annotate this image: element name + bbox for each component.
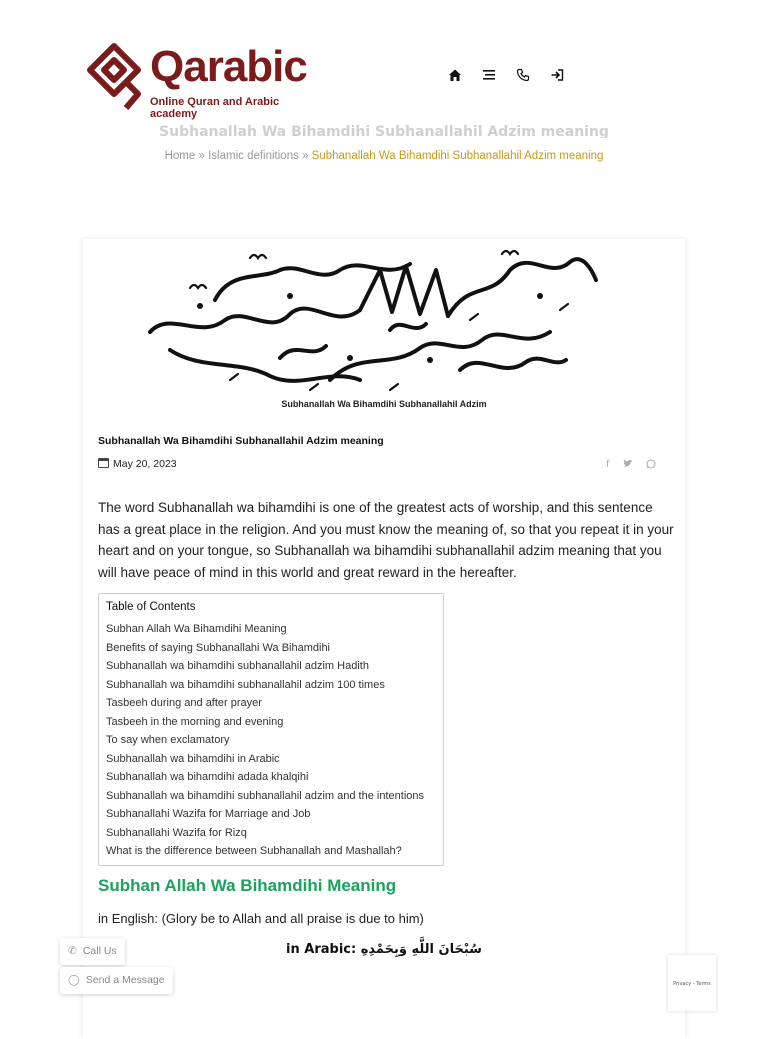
post-date: [98, 458, 177, 470]
page-title-faded: Subhanallah Wa Bihamdihi Subhanallahil Adzim meaning: [159, 124, 609, 138]
toc-item[interactable]: Subhanallah wa bihamdihi in Arabic: [106, 752, 280, 765]
toc-item[interactable]: Benefits of saying Subhanallahi Wa Bihamdihi: [106, 641, 331, 654]
english-meaning: in English: (Glory be to Allah and all praise is due to him): [98, 911, 424, 926]
menu-icon[interactable]: [480, 68, 498, 86]
breadcrumb-current: Subhanallah Wa Bihamdihi Subhanallahil Adzim meaning: [311, 150, 604, 162]
recaptcha-badge[interactable]: [668, 955, 716, 1011]
toc-item[interactable]: Subhanallah wa bihamdihi subhanallahil adzim 100 times: [106, 678, 385, 691]
call-us-button[interactable]: [60, 938, 125, 965]
toc-item[interactable]: Subhanallah wa bihamdihi subhanallahil adzim and the intentions: [106, 789, 424, 802]
post-date-text: May 20, 2023: [113, 458, 177, 470]
breadcrumb-separator: »: [198, 150, 205, 162]
call-us-label: Call Us: [82, 945, 117, 957]
breadcrumb-category[interactable]: Islamic definitions: [208, 150, 299, 162]
share-icons: [606, 459, 656, 472]
intro-paragraph: The word Subhanallah wa bihamdihi is one of the greatest acts of worship, and this sentence has a great place in the religion. And you must know the meaning of, so that you repeat it in your heart and on your tongue, so Subhanallah wa bihamdihi subhanallahil adzim meaning that you will have peace of mind in this world and great reward in the hereafter.: [98, 500, 674, 580]
breadcrumb: [0, 150, 768, 162]
toc-heading: Table of Contents: [106, 601, 196, 613]
toc-item[interactable]: Tasbeeh in the morning and evening: [106, 715, 284, 728]
phone-icon[interactable]: [514, 68, 532, 86]
logo-wordmark: Qarabic: [150, 42, 307, 91]
post-title: Subhanallah Wa Bihamdihi Subhanallahil Adzim meaning: [98, 435, 384, 447]
phone-icon: ✆: [68, 945, 77, 957]
toc-item[interactable]: What is the difference between Subhanallah and Mashallah?: [106, 845, 402, 857]
toc-item[interactable]: Subhan Allah Wa Bihamdihi Meaning: [106, 623, 287, 635]
logo-mark-icon: [86, 42, 146, 114]
whatsapp-icon[interactable]: [646, 459, 656, 472]
table-of-contents: [98, 593, 444, 866]
toc-item[interactable]: Tasbeeh during and after prayer: [106, 697, 262, 709]
toc-item[interactable]: Subhanallah wa bihamdihi adada khalqihi: [106, 771, 309, 783]
toc-item[interactable]: Subhanallahi Wazifa for Marriage and Job: [106, 808, 311, 820]
top-nav: [446, 68, 566, 90]
arabic-text: سُبْحَانَ اللَّهِ وَبِحَمْدِهِ: [360, 942, 482, 957]
section-heading: Subhan Allah Wa Bihamdihi Meaning: [98, 876, 397, 895]
logo-tagline: Online Quran and Arabic academy: [150, 96, 280, 120]
home-icon[interactable]: [446, 68, 464, 86]
recaptcha-text: Privacy - Terms: [673, 981, 711, 987]
hero-caption: Subhanallah Wa Bihamdihi Subhanallahil Adzim: [281, 399, 487, 409]
facebook-icon[interactable]: f: [606, 459, 610, 470]
send-message-button[interactable]: [60, 967, 173, 994]
login-icon[interactable]: [548, 68, 566, 86]
whatsapp-icon: ◯: [68, 974, 80, 986]
toc-list: [106, 620, 424, 861]
toc-item[interactable]: To say when exclamatory: [106, 734, 230, 746]
arabic-label: in Arabic:: [286, 942, 357, 957]
calligraphy-image: [130, 240, 600, 418]
site-header: [0, 0, 768, 125]
toc-item[interactable]: Subhanallah wa bihamdihi subhanallahil adzim Hadith: [106, 660, 369, 672]
site-logo[interactable]: [86, 42, 326, 120]
twitter-icon[interactable]: [623, 459, 633, 472]
send-message-label: Send a Message: [85, 974, 165, 986]
calendar-icon: [98, 458, 109, 468]
breadcrumb-home[interactable]: Home: [164, 150, 196, 162]
toc-item[interactable]: Subhanallahi Wazifa for Rizq: [106, 826, 247, 839]
breadcrumb-separator: »: [302, 150, 309, 162]
